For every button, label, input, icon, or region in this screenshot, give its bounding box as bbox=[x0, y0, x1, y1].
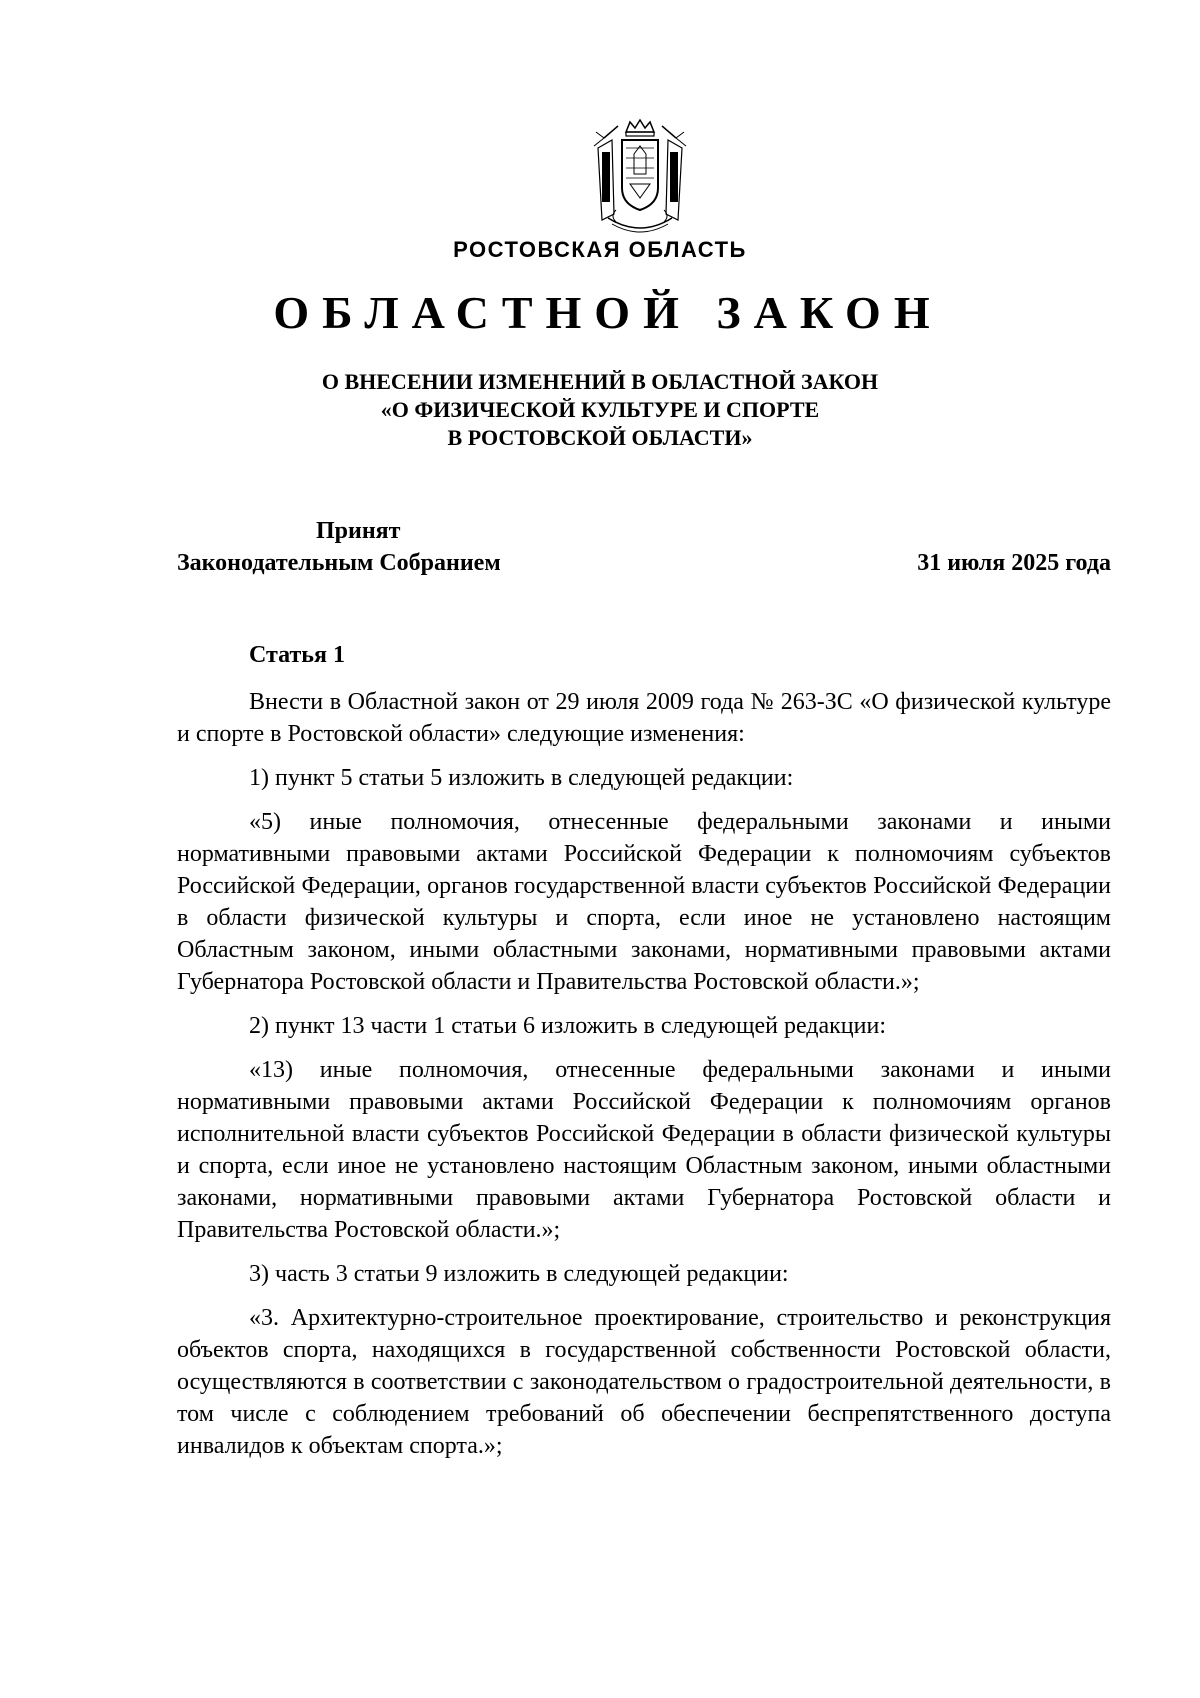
paragraph: «5) иные полномочия, отнесенные федеральными законами и иными нормативными правовыми актами Российской Федерации к полномочиям субъектов Российской Федерации, органов государственной власти субъектов Российской Федерации в области физической культуры и спорта, если иное не установлено настоящим Областным законом, иными областными законами, нормативными правовыми актами Губернатора Ростовской области и Правительства Ростовской области.»; bbox=[177, 809, 1111, 995]
document-type-title: ОБЛАСТНОЙ ЗАКОН bbox=[273, 287, 943, 338]
adopted-label: Принят bbox=[316, 518, 401, 544]
paragraph: 1) пункт 5 статьи 5 изложить в следующей редакции: bbox=[249, 765, 794, 791]
paragraph: 2) пункт 13 части 1 статьи 6 изложить в следующей редакции: bbox=[249, 1013, 886, 1039]
paragraph: Внести в Областной закон от 29 июля 2009 года № 263-ЗС «О физической культуре и спорте в Ростовской области» следующие изменения: bbox=[177, 689, 1111, 747]
subject-line: О ВНЕСЕНИИ ИЗМЕНЕНИЙ В ОБЛАСТНОЙ ЗАКОН bbox=[321, 369, 879, 394]
adoption-date: 31 июля 2025 года bbox=[917, 550, 1111, 576]
coat-of-arms-icon bbox=[590, 118, 690, 236]
paragraph: «3. Архитектурно-строительное проектирование, строительство и реконструкция объектов спорта, находящихся в государственной собственности Ростовской области, осуществляются в соответствии с законодательством о градостроительной деятельности, в том числе с соблюдением требований об обеспечении беспрепятственного доступа инвалидов к объектам спорта.»; bbox=[177, 1305, 1111, 1459]
region-name: РОСТОВСКАЯ ОБЛАСТЬ bbox=[453, 237, 747, 262]
paragraph: «13) иные полномочия, отнесенные федеральными законами и иными нормативными правовыми актами Российской Федерации к полномочиям органов исполнительной власти субъектов Российской Федерации в области физической культуры и спорта, если иное не установлено настоящим Областным законом, иными областными законами, нормативными правовыми актами Губернатора Ростовской области и Правительства Ростовской области.»; bbox=[177, 1057, 1111, 1243]
article-heading: Статья 1 bbox=[249, 642, 345, 668]
adoption-block bbox=[177, 515, 577, 579]
paragraph: 3) часть 3 статьи 9 изложить в следующей редакции: bbox=[249, 1261, 789, 1287]
law-subject bbox=[0, 368, 1200, 452]
adopted-by: Законодательным Собранием bbox=[177, 550, 501, 576]
article-body bbox=[177, 686, 1111, 1474]
subject-line: В РОСТОВСКОЙ ОБЛАСТИ» bbox=[447, 425, 753, 450]
subject-line: «О ФИЗИЧЕСКОЙ КУЛЬТУРЕ И СПОРТЕ bbox=[380, 397, 820, 422]
